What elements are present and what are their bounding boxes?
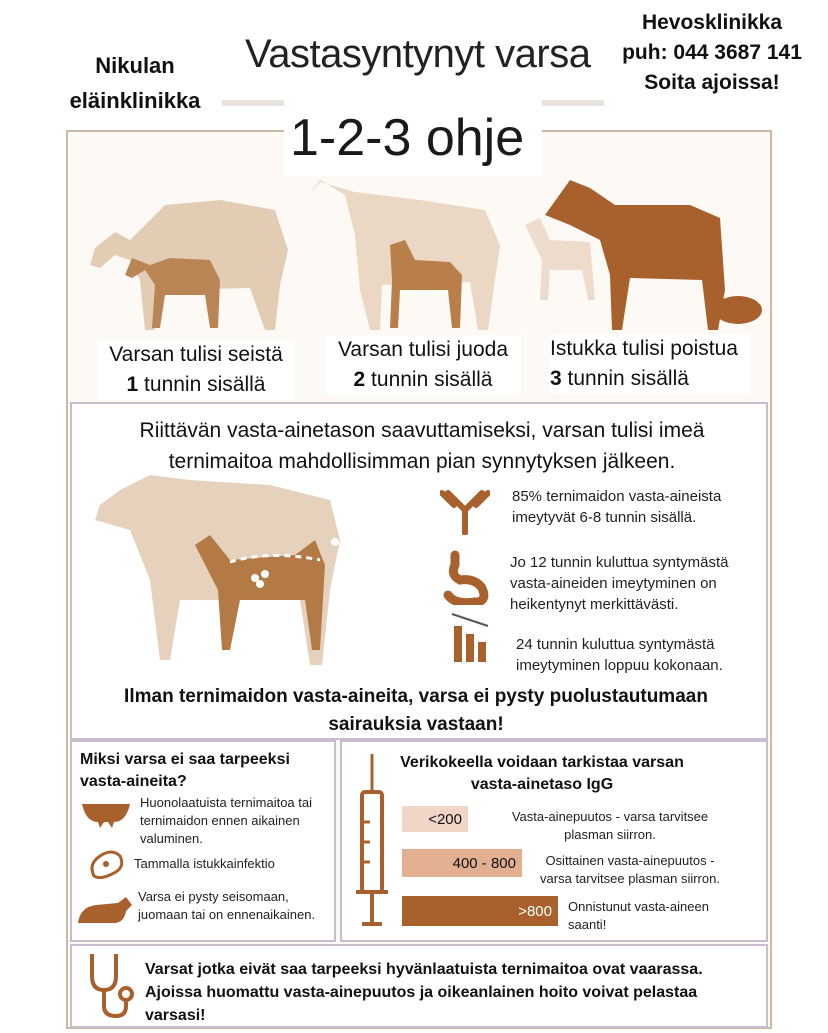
steps-illustration: [70, 170, 770, 340]
fact-2: Jo 12 tunnin kuluttua syntymästä vasta-aineiden imeytyminen on heikentynyt merkittävästi.: [510, 554, 729, 613]
step-2-suffix: tunnin sisällä: [365, 368, 493, 391]
infection-icon: [86, 846, 126, 882]
igg-label-mid: 400 - 800: [452, 854, 516, 872]
step-1-suffix: tunnin sisällä: [138, 373, 266, 396]
fact-3: 24 tunnin kuluttua syntymästä imeytyminen loppuu kokonaan.: [516, 636, 723, 674]
page-subtitle: 1-2-3 ohje: [290, 109, 525, 167]
step-1-text: Varsan tulisi seistä: [109, 343, 283, 366]
syringe-icon: [352, 752, 392, 932]
decline-chart-icon: [450, 612, 495, 664]
page-title: Vastasyntynyt varsa: [245, 32, 591, 76]
reason-3: Varsa ei pysty seisomaan, juomaan tai on ennenaikainen.: [138, 889, 316, 922]
horse-standing-icon: [90, 200, 288, 330]
foal-drinking-icon: [308, 180, 500, 330]
step-3-text: Istukka tulisi poistua: [550, 337, 738, 360]
igg-bar-low: [402, 806, 468, 832]
step-1-number: 1: [126, 373, 139, 396]
step-1: [98, 340, 294, 400]
igg-text-low: Vasta-ainepuutos - varsa tarvitsee plasman siirron.: [511, 809, 709, 842]
step-1-time: [98, 370, 294, 400]
clinic-name: Hevosklinikka: [641, 11, 783, 34]
igg-bar-high: [402, 896, 558, 926]
igg-label-low: <200: [428, 810, 462, 828]
step-2-time: [325, 365, 521, 395]
igg-text-high: Onnistunut vasta-aineen saanti!: [568, 899, 709, 932]
blood-test-title: Verikokeella voidaan tarkistaa varsan vasta-ainetaso IgG: [400, 754, 684, 793]
stethoscope-icon: [82, 950, 134, 1020]
step-2: [325, 335, 521, 395]
clinic-phone: puh: 044 3687 141: [622, 41, 802, 64]
footer-text: Varsat jotka eivät saa tarpeeksi hyvänlaatuista ternimaitoa ovat vaarassa. Ajoissa huomattu vasta-ainepuutos ja oikeanlainen hoito voivat pelastaa varsasi!: [145, 961, 703, 1024]
stomach-icon: [440, 550, 495, 605]
igg-text-mid: Osittainen vasta-ainepuutos - varsa tarvitsee plasman siirron.: [540, 853, 720, 886]
clinic-cta: Soita ajoissa!: [644, 71, 780, 94]
colostrum-intro: Riittävän vasta-ainetason saavuttamiseksi, varsan tulisi imeä ternimaitoa mahdollisimman pian synnytyksen jälkeen.: [114, 415, 730, 477]
step-3: [550, 334, 750, 394]
reason-2: Tammalla istukkainfektio: [134, 856, 275, 871]
antibody-icon: [440, 485, 490, 535]
placenta-icon: [525, 180, 762, 330]
step-3-time: [550, 364, 750, 394]
udder-icon: [80, 800, 132, 830]
reason-1: Huonolaatuista ternimaitoa tai ternimaidon ennen aikainen valuminen.: [140, 795, 312, 846]
step-2-number: 2: [353, 368, 366, 391]
fact-1: 85% ternimaidon vasta-aineista imeytyvät 6-8 tunnin sisällä.: [512, 488, 722, 526]
step-3-number: 3: [550, 367, 562, 390]
clinic-contact: [606, 8, 818, 98]
igg-bar-mid: [402, 849, 522, 877]
why-title: Miksi varsa ei saa tarpeeksi vasta-aineita?: [80, 751, 290, 790]
mare-foal-illustration: [90, 460, 420, 680]
igg-label-high: >800: [518, 902, 552, 920]
step-2-text: Varsan tulisi juoda: [337, 338, 509, 361]
step-3-suffix: tunnin sisällä: [561, 367, 689, 390]
lying-foal-icon: [74, 895, 134, 927]
colostrum-warning: Ilman ternimaidon vasta-aineita, varsa ei pysty puolustautumaan sairauksia vastaan!: [124, 686, 708, 735]
brand-name: Nikulan eläinklinikka: [60, 48, 210, 118]
